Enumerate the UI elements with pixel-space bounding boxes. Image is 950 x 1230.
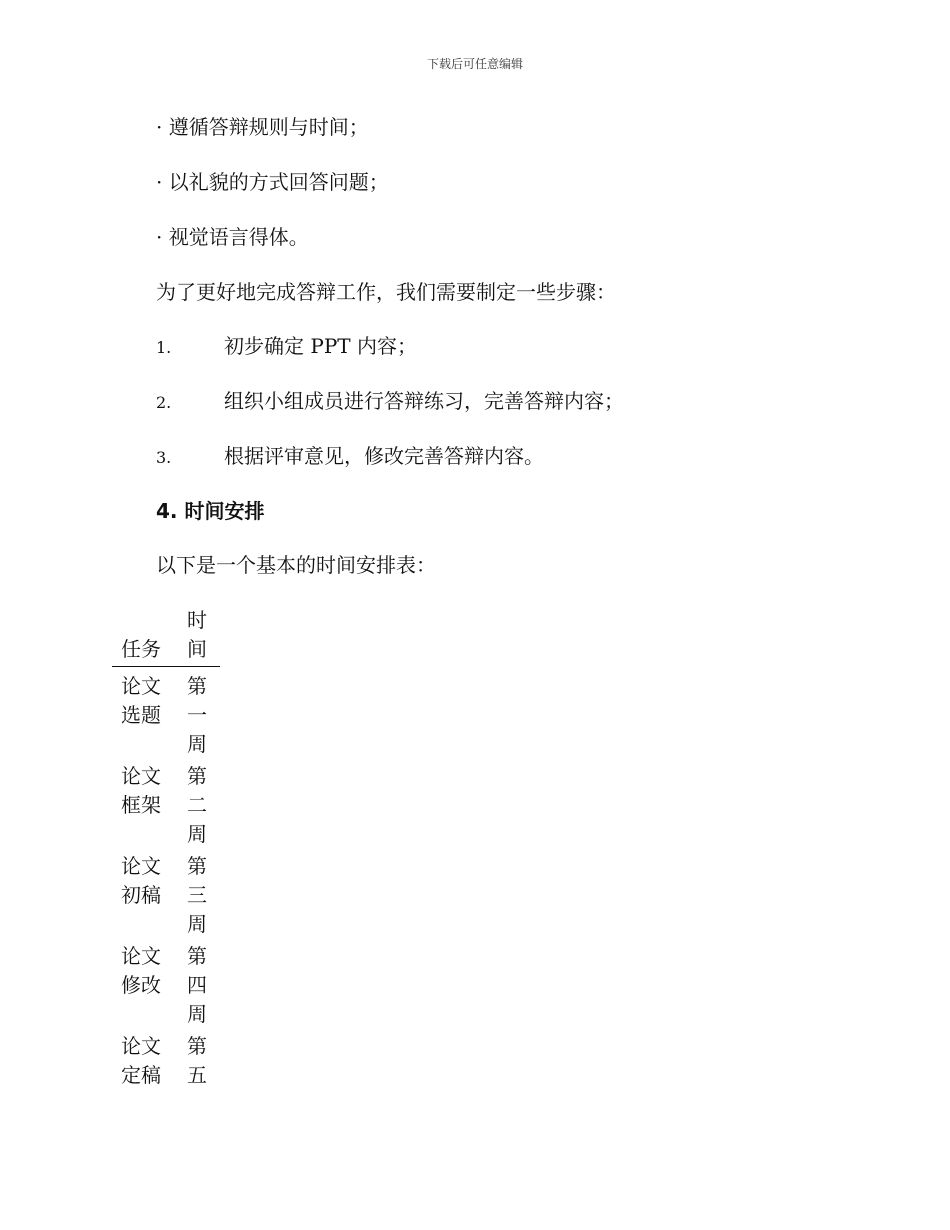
bullet-item: · 视觉语言得体。 — [156, 225, 309, 249]
page-header: 下载后可任意编辑 — [426, 57, 523, 71]
table-row — [112, 852, 220, 942]
intro-paragraph: 为了更好地完成答辩工作，我们需要制定一些步骤： — [156, 280, 616, 304]
table-intro: 以下是一个基本的时间安排表： — [156, 553, 436, 577]
column-header-time: 时间 — [178, 606, 220, 667]
section-heading: 4. 时间安排 — [156, 499, 265, 523]
step-text: 组织小组成员进行答辩练习，完善答辩内容； — [224, 389, 624, 413]
table-header-row — [112, 606, 220, 667]
task-cell: 论文定稿 — [121, 1034, 161, 1087]
table-row — [112, 1032, 220, 1093]
step-number: 3. — [156, 448, 172, 467]
table-row — [112, 762, 220, 852]
task-cell: 论文修改 — [121, 944, 161, 997]
bullet-item: · 以礼貌的方式回答问题； — [156, 170, 389, 194]
step-text: 初步确定 PPT 内容； — [224, 334, 417, 358]
step-number: 2. — [156, 393, 172, 412]
step-text: 根据评审意见，修改完善答辩内容。 — [224, 444, 544, 468]
bullet-item: · 遵循答辩规则与时间； — [156, 115, 369, 139]
time-cell: 第三周 — [187, 854, 207, 936]
time-cell: 第四周 — [187, 944, 207, 1026]
table-row — [112, 942, 220, 1032]
time-cell: 第一周 — [187, 674, 207, 756]
schedule-table — [112, 606, 220, 1093]
table-row — [112, 667, 220, 763]
time-cell: 第五 — [187, 1034, 207, 1087]
step-number: 1. — [156, 338, 172, 357]
task-cell: 论文初稿 — [121, 854, 161, 907]
task-cell: 论文选题 — [121, 674, 161, 727]
time-cell: 第二周 — [187, 764, 207, 846]
task-cell: 论文框架 — [121, 764, 161, 817]
column-header-task: 任务 — [112, 606, 178, 667]
